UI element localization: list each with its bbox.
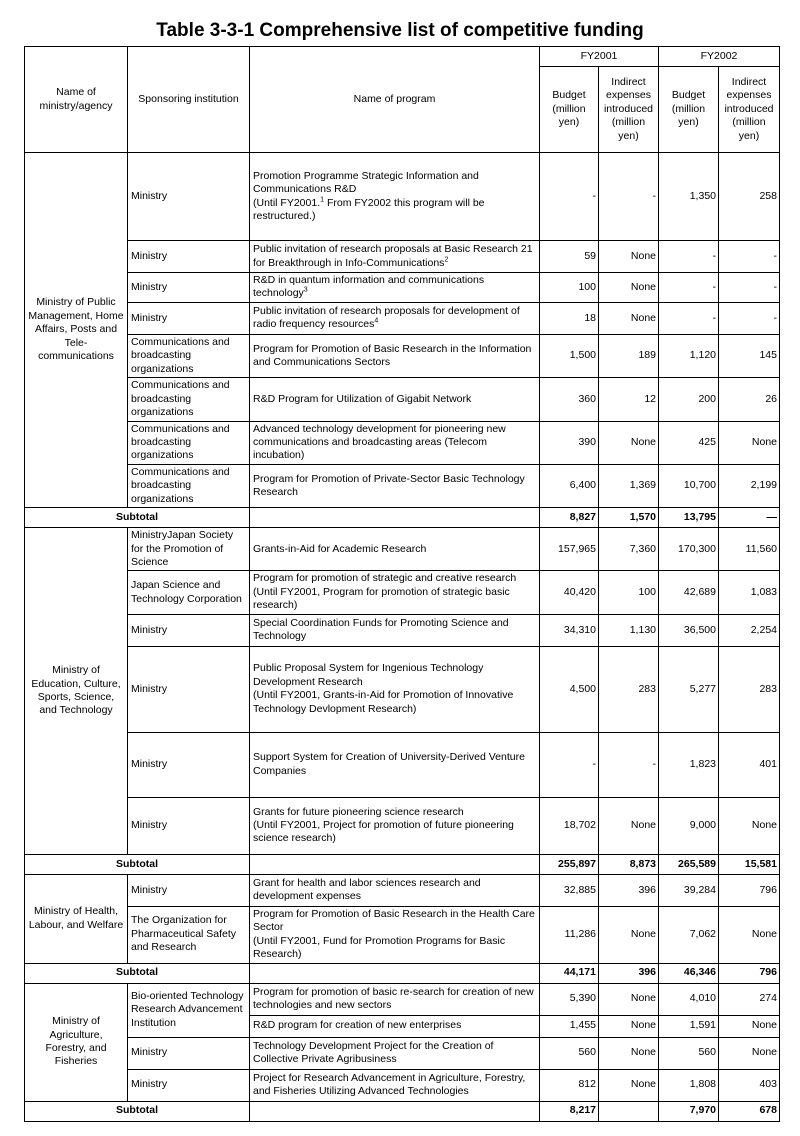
indirect-fy2001: None: [599, 797, 659, 854]
indirect-fy2002: 2,254: [719, 614, 780, 646]
sponsor-cell: Ministry: [128, 153, 250, 241]
budget-fy2002: -: [659, 273, 719, 303]
program-cell: [250, 421, 540, 464]
program-note: (Until FY2001.: [253, 196, 321, 209]
indirect-fy2002: 283: [719, 646, 780, 732]
subtotal-label: Subtotal: [25, 963, 250, 983]
indirect-fy2001: 100: [599, 571, 659, 614]
indirect-fy2002: 258: [719, 153, 780, 241]
table-row: [25, 153, 780, 241]
budget-fy2002: 170,300: [659, 528, 719, 571]
sponsor-cell: The Organization for Pharmaceutical Safety and Research: [128, 906, 250, 963]
sponsor-cell: Japan Science and Technology Corporation: [128, 571, 250, 614]
program-note: (Until FY2001, Fund for Promotion Programs for Basic Research): [253, 934, 506, 961]
budget-fy2002: 5,277: [659, 646, 719, 732]
subtotal-row: [25, 854, 780, 874]
program-note: (Until FY2001, Grants-in-Aid for Promotion of Innovative Technology Devlopment Research): [253, 689, 514, 715]
program-cell: [250, 797, 540, 854]
program-cell: [250, 614, 540, 646]
budget-fy2001: 4,500: [540, 646, 599, 732]
subtotal-budget-fy2002: 7,970: [659, 1101, 719, 1121]
subtotal-budget-fy2002: 265,589: [659, 854, 719, 874]
indirect-fy2002: 401: [719, 732, 780, 797]
header-fy2001: FY2001: [540, 47, 659, 67]
subtotal-budget-fy2001: 8,217: [540, 1101, 599, 1121]
subtotal-indirect-fy2001: 1,570: [599, 508, 659, 528]
budget-fy2001: 100: [540, 273, 599, 303]
table-row: [25, 273, 780, 303]
subtotal-indirect-fy2001: [599, 1101, 659, 1121]
sponsor-cell: Ministry: [128, 646, 250, 732]
program-note-cont: From FY2002 this program will be restructured.): [253, 196, 485, 222]
budget-fy2001: 360: [540, 378, 599, 421]
indirect-fy2001: None: [599, 241, 659, 273]
sponsor-cell: Ministry: [128, 797, 250, 854]
subtotal-row: [25, 963, 780, 983]
budget-fy2001: 560: [540, 1037, 599, 1069]
program-name: R&D Program for Utilization of Gigabit Network: [253, 392, 472, 405]
sponsor-cell: Ministry: [128, 1037, 250, 1069]
table-row: [25, 421, 780, 464]
subtotal-indirect-fy2002: 678: [719, 1101, 780, 1121]
budget-fy2002: 560: [659, 1037, 719, 1069]
sponsor-cell: Communications and broadcasting organizations: [128, 334, 250, 377]
budget-fy2001: 1,500: [540, 334, 599, 377]
budget-fy2002: 1,120: [659, 334, 719, 377]
budget-fy2002: 4,010: [659, 983, 719, 1015]
subtotal-blank: [250, 508, 540, 528]
budget-fy2002: 7,062: [659, 906, 719, 963]
budget-fy2001: 18: [540, 302, 599, 334]
sponsor-cell: Communications and broadcasting organizations: [128, 421, 250, 464]
program-cell: [250, 153, 540, 241]
sponsor-cell: Ministry: [128, 874, 250, 906]
indirect-fy2002: -: [719, 273, 780, 303]
program-name: Public invitation of research proposals for development of radio frequency resources: [253, 304, 520, 331]
budget-fy2002: 1,591: [659, 1015, 719, 1037]
ministry-name: Ministry of Agriculture, Forestry, and Fisheries: [25, 983, 128, 1101]
sponsor-cell: Ministry: [128, 732, 250, 797]
budget-fy2001: 157,965: [540, 528, 599, 571]
subtotal-blank: [250, 1101, 540, 1121]
table-title: Table 3-3-1 Comprehensive list of competitive funding: [156, 20, 644, 41]
indirect-fy2002: None: [719, 1037, 780, 1069]
program-cell: [250, 1037, 540, 1069]
indirect-fy2001: None: [599, 273, 659, 303]
budget-fy2002: 425: [659, 421, 719, 464]
indirect-fy2001: None: [599, 302, 659, 334]
ministry-name: Ministry of Health, Labour, and Welfare: [25, 874, 128, 963]
sponsor-cell: Ministry: [128, 241, 250, 273]
program-name: Program for promotion of basic re-search for creation of new technologies and new sectors: [253, 985, 534, 1011]
indirect-fy2002: 2,199: [719, 464, 780, 507]
budget-fy2001: 34,310: [540, 614, 599, 646]
subtotal-label: Subtotal: [25, 1101, 250, 1121]
budget-fy2001: 11,286: [540, 906, 599, 963]
subtotal-blank: [250, 963, 540, 983]
header-indirect-fy2002: Indirect expenses introduced (million yen): [719, 67, 780, 153]
program-name: Support System for Creation of University-Derived Venture Companies: [253, 751, 525, 777]
program-name: Program for Promotion of Basic Research in the Health Care Sector: [253, 907, 535, 934]
table-row: [25, 464, 780, 507]
program-cell: [250, 273, 540, 303]
program-name: Program for Promotion of Private-Sector Basic Technology Research: [253, 472, 525, 498]
program-cell: [250, 378, 540, 421]
program-cell: [250, 732, 540, 797]
header-budget-fy2002: Budget (million yen): [659, 67, 719, 153]
subtotal-budget-fy2002: 13,795: [659, 508, 719, 528]
budget-fy2002: 42,689: [659, 571, 719, 614]
ministry-name: Ministry of Education, Culture, Sports, Science, and Technology: [25, 528, 128, 855]
subtotal-indirect-fy2001: 8,873: [599, 854, 659, 874]
program-name: R&D in quantum information and communications technology: [253, 274, 485, 300]
program-name: Grants for future pioneering science research: [253, 805, 464, 818]
program-name: Project for Research Advancement in Agriculture, Forestry, and Fisheries Utilizing Advanced Technologies: [253, 1071, 526, 1097]
indirect-fy2001: 396: [599, 874, 659, 906]
indirect-fy2001: None: [599, 1015, 659, 1037]
indirect-fy2001: None: [599, 983, 659, 1015]
indirect-fy2002: None: [719, 906, 780, 963]
header-budget-fy2001: Budget (million yen): [540, 67, 599, 153]
indirect-fy2001: -: [599, 153, 659, 241]
indirect-fy2001: 7,360: [599, 528, 659, 571]
program-name: R&D program for creation of new enterprises: [253, 1019, 462, 1032]
footnote-marker: 2: [444, 256, 449, 263]
indirect-fy2002: -: [719, 302, 780, 334]
program-name: Grant for health and labor sciences research and development expenses: [253, 876, 481, 903]
program-name: Program for promotion of strategic and creative research: [253, 572, 517, 585]
budget-fy2001: -: [540, 732, 599, 797]
budget-fy2002: 36,500: [659, 614, 719, 646]
program-name: Grants-in-Aid for Academic Research: [253, 542, 427, 555]
subtotal-indirect-fy2001: 396: [599, 963, 659, 983]
indirect-fy2002: 1,083: [719, 571, 780, 614]
funding-table: [24, 46, 780, 1122]
table-row: [25, 983, 780, 1015]
budget-fy2002: 10,700: [659, 464, 719, 507]
indirect-fy2002: 11,560: [719, 528, 780, 571]
subtotal-row: [25, 1101, 780, 1121]
subtotal-indirect-fy2002: —: [719, 508, 780, 528]
indirect-fy2002: 403: [719, 1069, 780, 1101]
budget-fy2001: 390: [540, 421, 599, 464]
budget-fy2002: 1,350: [659, 153, 719, 241]
program-name: Technology Development Project for the Creation of Collective Private Agribusiness: [253, 1039, 494, 1065]
indirect-fy2002: None: [719, 1015, 780, 1037]
footnote-marker: 4: [374, 317, 379, 325]
ministry-name: Ministry of Public Management, Home Affairs, Posts and Tele-communications: [25, 153, 128, 508]
table-row: [25, 378, 780, 421]
budget-fy2001: 6,400: [540, 464, 599, 507]
program-cell: [250, 983, 540, 1015]
budget-fy2002: -: [659, 241, 719, 273]
sponsor-cell: Ministry: [128, 614, 250, 646]
sponsor-cell: Bio-oriented Technology Research Advancement Institution: [128, 983, 250, 1037]
table-row: [25, 1037, 780, 1069]
header-indirect-fy2001: Indirect expenses introduced (million yen): [599, 67, 659, 153]
sponsor-cell: Communications and broadcasting organizations: [128, 378, 250, 421]
indirect-fy2001: 1,130: [599, 614, 659, 646]
table-row: [25, 906, 780, 963]
subtotal-budget-fy2001: 255,897: [540, 854, 599, 874]
indirect-fy2002: 796: [719, 874, 780, 906]
program-name: Program for Promotion of Basic Research in the Information and Communications Sectors: [253, 342, 532, 369]
indirect-fy2002: 274: [719, 983, 780, 1015]
budget-fy2001: 5,390: [540, 983, 599, 1015]
budget-fy2001: 40,420: [540, 571, 599, 614]
indirect-fy2001: 283: [599, 646, 659, 732]
subtotal-budget-fy2002: 46,346: [659, 963, 719, 983]
budget-fy2001: 32,885: [540, 874, 599, 906]
program-cell: [250, 874, 540, 906]
table-row: [25, 732, 780, 797]
program-name: Special Coordination Funds for Promoting Science and Technology: [253, 616, 509, 643]
sponsor-cell: Ministry: [128, 302, 250, 334]
program-name: Public Proposal System for Ingenious Technology Development Research: [253, 662, 484, 688]
subtotal-indirect-fy2002: 796: [719, 963, 780, 983]
table-row: [25, 571, 780, 614]
indirect-fy2001: None: [599, 1037, 659, 1069]
table-row: [25, 528, 780, 571]
header-program: Name of program: [250, 47, 540, 153]
sponsor-cell: MinistryJapan Society for the Promotion of Science: [128, 528, 250, 571]
budget-fy2002: 9,000: [659, 797, 719, 854]
header-sponsor: Sponsoring institution: [128, 47, 250, 153]
subtotal-indirect-fy2002: 15,581: [719, 854, 780, 874]
program-note: (Until FY2001, Project for promotion of future pioneering science research): [253, 819, 514, 845]
table-row: [25, 874, 780, 906]
subtotal-budget-fy2001: 8,827: [540, 508, 599, 528]
table-row: [25, 241, 780, 273]
program-note: (Until FY2001, Program for promotion of strategic basic research): [253, 585, 510, 612]
table-row: [25, 302, 780, 334]
indirect-fy2001: None: [599, 421, 659, 464]
subtotal-label: Subtotal: [25, 854, 250, 874]
subtotal-budget-fy2001: 44,171: [540, 963, 599, 983]
budget-fy2001: 1,455: [540, 1015, 599, 1037]
table-row: [25, 614, 780, 646]
subtotal-row: [25, 508, 780, 528]
budget-fy2002: 1,808: [659, 1069, 719, 1101]
program-cell: [250, 302, 540, 334]
indirect-fy2001: -: [599, 732, 659, 797]
sponsor-cell: Communications and broadcasting organizations: [128, 464, 250, 507]
indirect-fy2001: None: [599, 1069, 659, 1101]
budget-fy2001: 18,702: [540, 797, 599, 854]
footnote-marker: 3: [303, 286, 308, 294]
subtotal-blank: [250, 854, 540, 874]
subtotal-label: Subtotal: [25, 508, 250, 528]
budget-fy2001: 812: [540, 1069, 599, 1101]
program-cell: [250, 906, 540, 963]
indirect-fy2001: 1,369: [599, 464, 659, 507]
table-row: [25, 646, 780, 732]
budget-fy2002: 39,284: [659, 874, 719, 906]
indirect-fy2002: 145: [719, 334, 780, 377]
indirect-fy2002: None: [719, 797, 780, 854]
table-row: [25, 797, 780, 854]
header-fy2002: FY2002: [659, 47, 780, 67]
sponsor-cell: Ministry: [128, 1069, 250, 1101]
budget-fy2002: -: [659, 302, 719, 334]
header-ministry: Name of ministry/agency: [25, 47, 128, 153]
program-cell: [250, 334, 540, 377]
budget-fy2001: 59: [540, 241, 599, 273]
table-row: [25, 1069, 780, 1101]
indirect-fy2002: None: [719, 421, 780, 464]
indirect-fy2002: 26: [719, 378, 780, 421]
program-name: Public invitation of research proposals at Basic Research 21 for Breakthrough in Info-Communications: [253, 243, 533, 269]
program-cell: [250, 646, 540, 732]
budget-fy2002: 1,823: [659, 732, 719, 797]
indirect-fy2002: -: [719, 241, 780, 273]
program-name: Advanced technology development for pioneering new communications and broadcasting areas (Telecom incubation): [253, 422, 506, 462]
program-cell: [250, 1015, 540, 1037]
program-cell: [250, 528, 540, 571]
budget-fy2001: -: [540, 153, 599, 241]
table-row: [25, 334, 780, 377]
program-name: Promotion Programme Strategic Information and Communications R&D: [253, 169, 479, 196]
indirect-fy2001: None: [599, 906, 659, 963]
program-cell: [250, 571, 540, 614]
program-cell: [250, 241, 540, 273]
budget-fy2002: 200: [659, 378, 719, 421]
program-cell: [250, 1069, 540, 1101]
sponsor-cell: Ministry: [128, 273, 250, 303]
indirect-fy2001: 12: [599, 378, 659, 421]
indirect-fy2001: 189: [599, 334, 659, 377]
program-cell: [250, 464, 540, 507]
footnote-marker: 1: [320, 196, 325, 203]
